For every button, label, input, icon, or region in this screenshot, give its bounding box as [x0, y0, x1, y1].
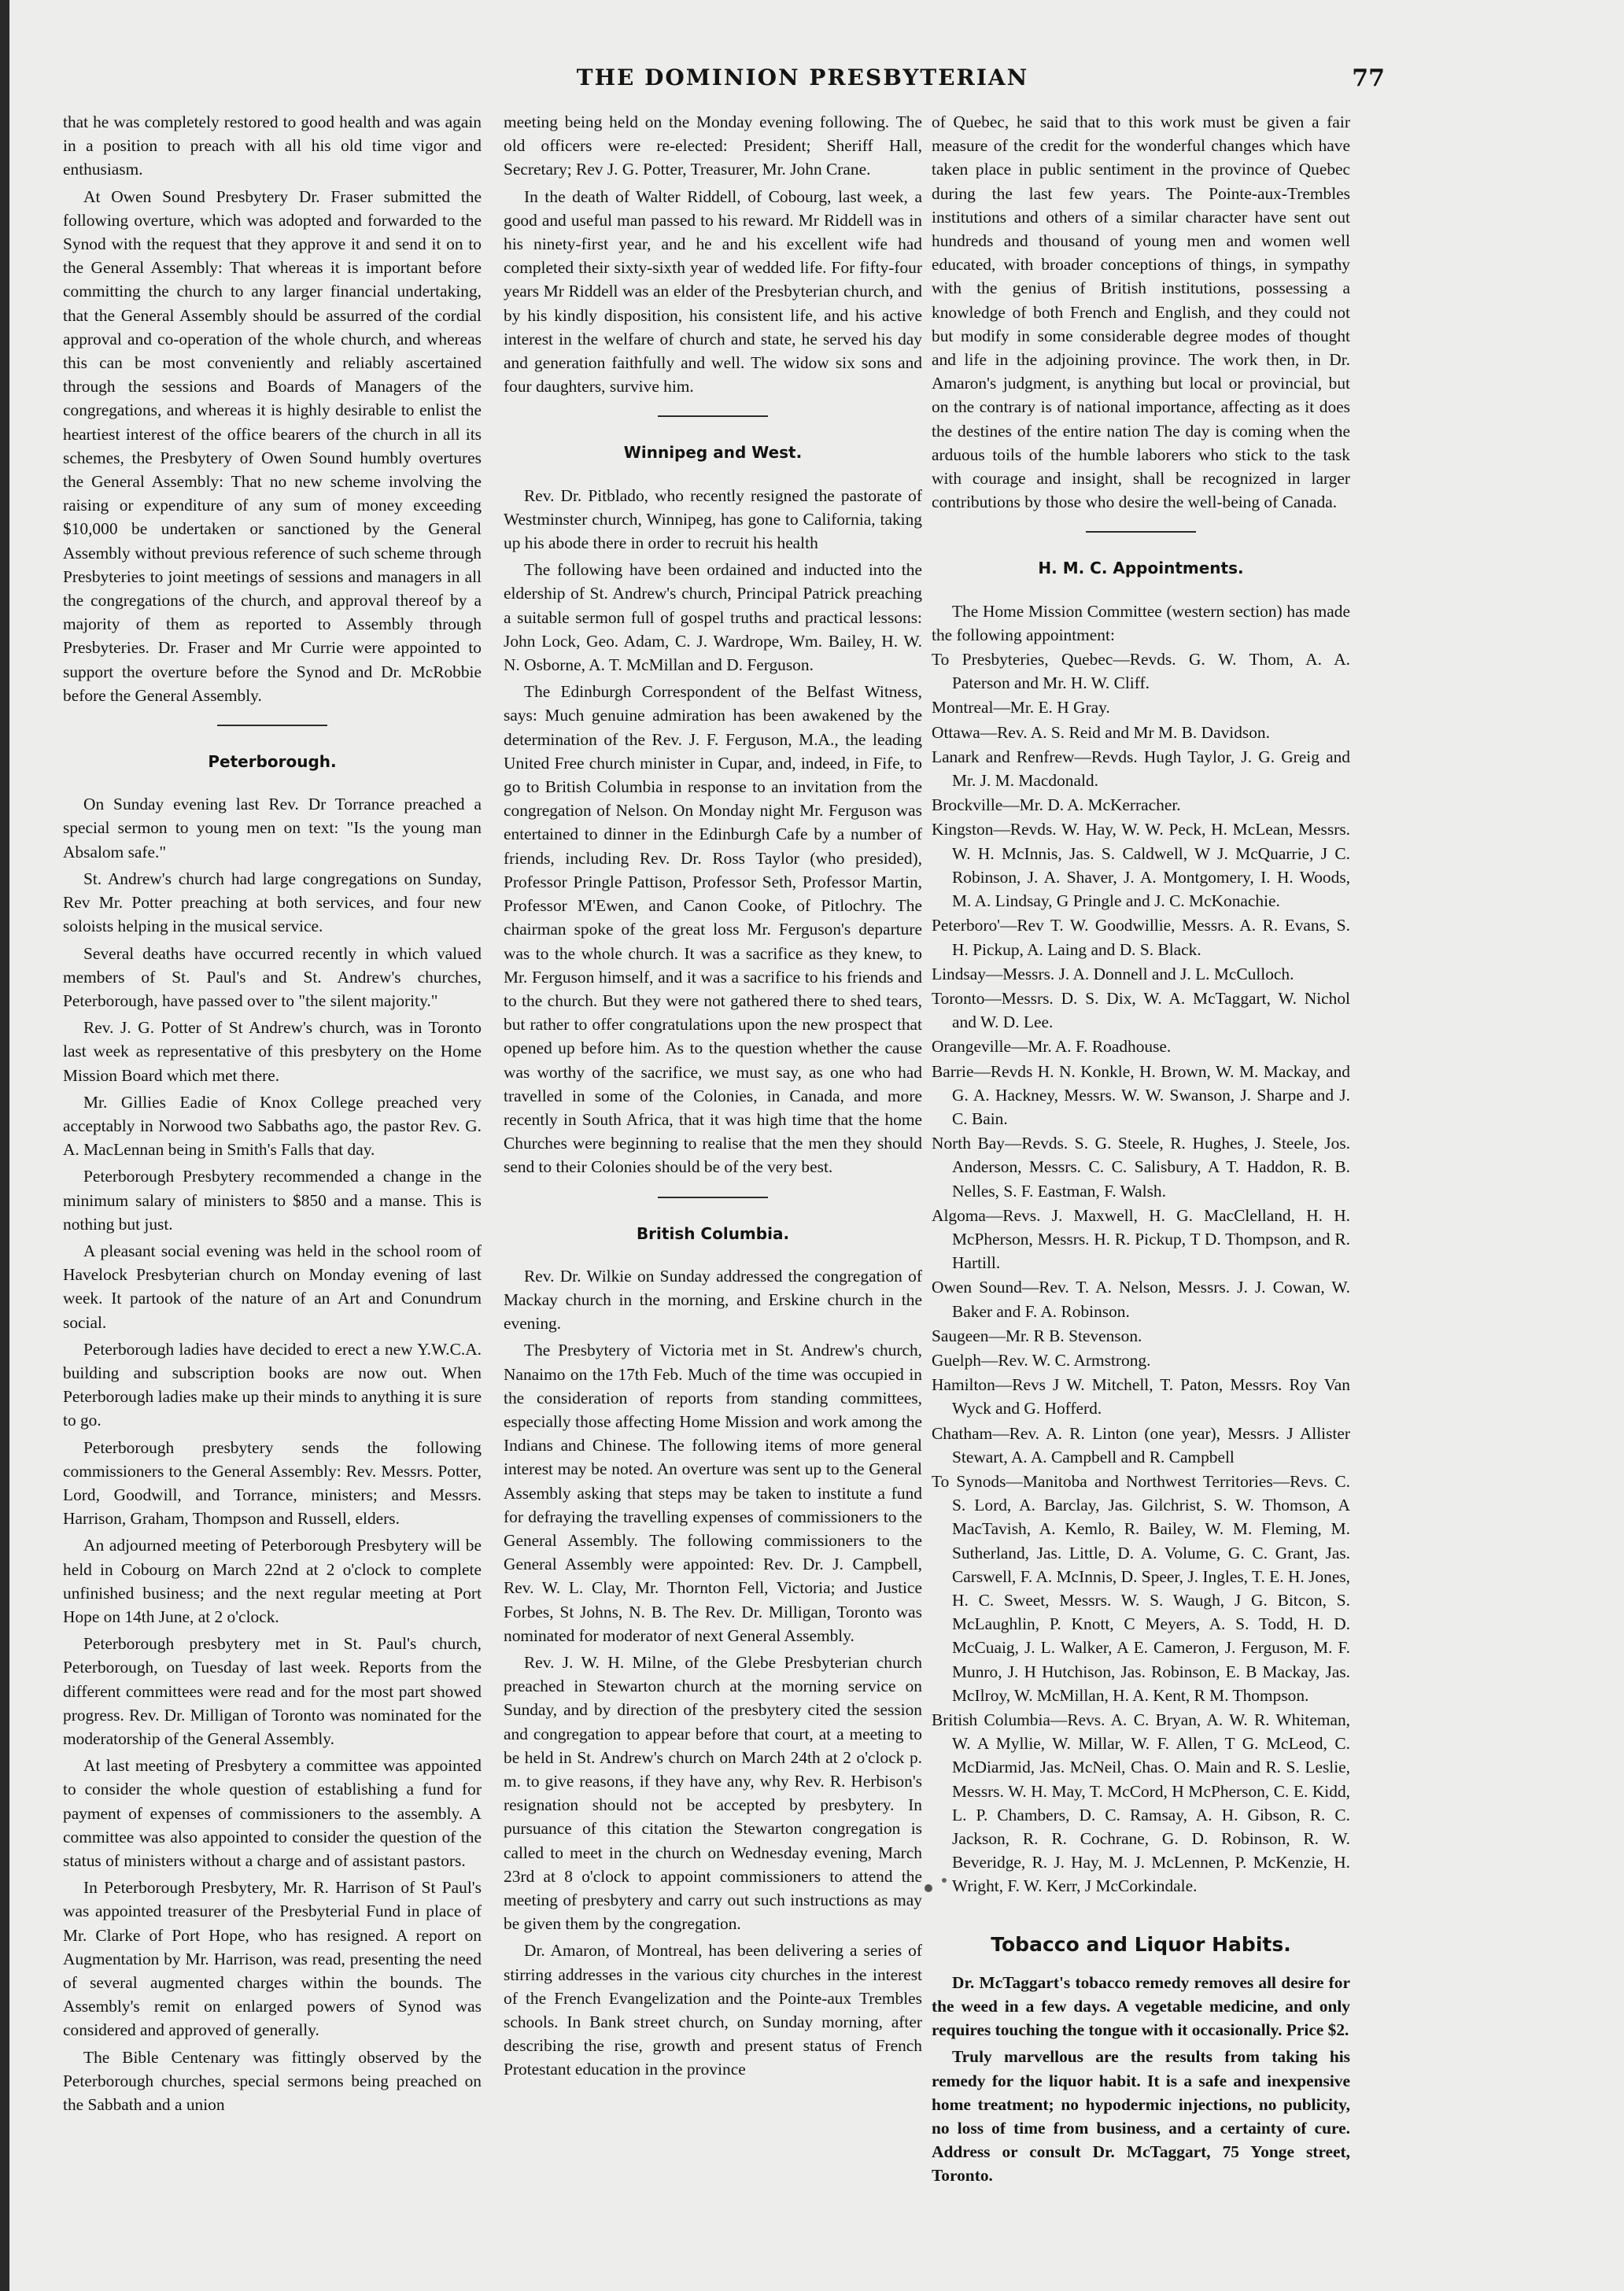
section-heading-tobacco-liquor: Tobacco and Liquor Habits.	[991, 1932, 1291, 1956]
column-1	[63, 110, 482, 2119]
article-paragraph: The Edinburgh Correspondent of the Belfast Witness, says: Much genuine admiration has been awakened by the determination of the Rev. J. F. Ferguson, M.A., the leading United Free church minister in Cupar, and, indeed, in Fife, to go to British Columbia in response to an invitation from the congregation of Nelson. On Monday night Mr. Ferguson was entertained to dinner in the Edinburgh Cafe by a number of friends, including Rev. Dr. Ross Taylor (who presided), Professor Pringle Pattison, Professor Seth, Professor Martin, Professor M'Ewen, and Canon Cooke, of Pitlochry. The chairman spoke of the great loss Mr. Ferguson's departure was to the whole church. It was a sacrifice as they knew, to Mr. Ferguson himself, and it was a sacrifice to his friends and to the church. But they were not gathered there to shed tears, but rather to offer congratulations upon the new prospect that opened up before him. As to the question whether the cause was worthy of the sacrifice, we must say, as one who had travelled in some of the Colonies, in Canada, and more recently in South Africa, that it was high time that the home Churches were beginning to realise that the men they should send to their Colonies should be of the very best.	[504, 682, 922, 1177]
appointment-item: Saugeen—Mr. R B. Stevenson.	[932, 1326, 1142, 1345]
appointment-item: Brockville—Mr. D. A. McKerracher.	[932, 795, 1181, 815]
article-paragraph: At Owen Sound Presbytery Dr. Fraser submitted the following overture, which was adopted and forwarded to the Synod with the request that they approve it and send it on to the General Assembly: That whereas it is important before committing the church to any larger financial undertaking, that the General Assembly should be assurred of the cordial approval and co-operation of the whole church, and whereas this can be most conveniently and reliably ascertained through the sessions and Boards of Managers of the congregations, and whereas it is highly desirable to enlist the heartiest interest of the office bearers of the church in all its schemes, the Presbytery of Owen Sound humbly overtures the General Assembly: That no new scheme involving the raising or expenditure of any sum of money exceeding $10,000 be undertaken or sanctioned by the General Assembly without previous reference of such scheme through Presbyteries to joint meetings of sessions and managers in all the congregations of the church, and approval thereof by a majority of them as reported to Assembly through Presbyteries. Dr. Fraser and Mr Currie were appointed to support the overture before the Synod and Dr. McRobbie before the General Assembly.	[63, 186, 482, 705]
appointment-item: Kingston—Revds. W. Hay, W. W. Peck, H. McLean, Messrs. W. H. McInnis, Jas. S. Caldwell, W J. McQuarrie, J C. Robinson, J. A. Shaver, J. A. Montgomery, I. H. Woods, M. A. Lindsay, G Pringle and J. C. McKonachie.	[932, 820, 1350, 911]
article-paragraph: Rev. Dr. Wilkie on Sunday addressed the congregation of Mackay church in the morning, and Erskine church in the evening.	[504, 1266, 922, 1334]
article-paragraph: An adjourned meeting of Peterborough Presbytery will be held in Cobourg on March 22nd at 2 o'clock to complete unfinished business; and the next regular meeting at Port Hope on 14th June, at 2 o'clock.	[63, 1536, 482, 1626]
article-paragraph: Rev. Dr. Pitblado, who recently resigned the pastorate of Westminster church, Winnipeg, has gone to California, taking up his abode there in order to recruit his health	[504, 485, 922, 553]
section-heading-hmc-appointments: H. M. C. Appointments.	[1038, 559, 1244, 578]
article-paragraph: Several deaths have occurred recently in which valued members of St. Paul's and St. Andrew's churches, Peterborough, have passed over to "the silent majority."	[63, 943, 482, 1010]
article-paragraph: St. Andrew's church had large congregations on Sunday, Rev Mr. Potter preaching at both services, and four new soloists helping in the musical service.	[63, 869, 482, 936]
column-2	[504, 110, 922, 2085]
appointment-item: Peterboro'—Rev T. W. Goodwillie, Messrs. A. R. Evans, S. H. Pickup, A. Laing and D. S. Black.	[932, 916, 1350, 959]
article-paragraph: meeting being held on the Monday evening following. The old officers were re-elected: President; Sheriff Hall, Secretary; Rev J. G. Potter, Treasurer, Mr. John Crane.	[504, 113, 922, 179]
article-paragraph: In Peterborough Presbytery, Mr. R. Harrison of St Paul's was appointed treasurer of the Presbyterial Fund in place of Mr. Clarke of Port Hope, who has resigned. A report on Augmentation by Mr. Harrison, was read, presenting the need of several augmented charges within the bounds. The Assembly's remit on enlarged powers of Synod was considered and approved of generally.	[63, 1878, 482, 2040]
page-header	[47, 65, 1558, 104]
page-number: 77	[1352, 65, 1385, 92]
section-divider	[217, 725, 327, 726]
article-paragraph: Peterborough presbytery met in St. Paul's church, Peterborough, on Tuesday of last week. Reports from the different committees were read and for the most part showed progress. Rev. Dr. Milligan of Toronto was nominated for the moderatorship of the General Assembly.	[63, 1634, 482, 1748]
article-paragraph: Peterborough presbytery sends the following commissioners to the General Assembly: Rev. Messrs. Potter, Lord, Goodwill, and Torrance, ministers; and Messrs. Harrison, Graham, Thompson and Russell, elders.	[63, 1437, 482, 1529]
article-paragraph: Peterborough Presbytery recommended a change in the minimum salary of ministers to $850 and a manse. This is nothing but just.	[63, 1167, 482, 1234]
article-paragraph: On Sunday evening last Rev. Dr Torrance preached a special sermon to young men on text: "Is the young man Absalom safe."	[63, 795, 482, 861]
article-paragraph: A pleasant social evening was held in the school room of Havelock Presbyterian church on Monday evening of last week. It partook of the nature of an Art and Conundrum social.	[63, 1241, 482, 1332]
section-heading-british-columbia: British Columbia.	[636, 1223, 790, 1243]
article-paragraph: The Presbytery of Victoria met in St. Andrew's church, Nanaimo on the 17th Feb. Much of the time was occupied in the consideration of reports from standing committees, especially those affecting Home Mission and work among the Indians and Chinese. The following items of more general interest may be noted. An overture was sent up to the General Assembly asking that steps may be taken to institute a fund for defraying the travelling expenses of commissioners to the General Assembly. The following commissioners to the General Assembly were appointed: Rev. Dr. J. Campbell, Rev. W. L. Clay, Mr. Thornton Fell, Victoria; and Justice Forbes, St Johns, N. B. The Rev. Dr. Milligan, Toronto was nominated for moderator of next General Assembly.	[504, 1341, 922, 1645]
appointment-item: Lindsay—Messrs. J. A. Donnell and J. L. McCulloch.	[932, 964, 1294, 983]
appointment-item: Toronto—Messrs. D. S. Dix, W. A. McTaggart, W. Nichol and W. D. Lee.	[932, 988, 1350, 1032]
advert-paragraph: Truly marvellous are the results from taking his remedy for the liquor habit. It is a safe and inexpensive home treatment; no hypodermic injections, no publicity, no loss of time from business, and a certainty of cure. Address or consult Dr. McTaggart, 75 Yonge street, Toronto.	[932, 2047, 1350, 2186]
section-heading-peterborough: Peterborough.	[208, 752, 337, 772]
article-paragraph: Rev. J. W. H. Milne, of the Glebe Presbyterian church preached in Stewarton church at the morning service on Sunday, and by direction of the presbytery cited the session and congregation to appear before that court, at a meeting to be held in St. Andrew's church on March 24th at 2 o'clock p. m. to give reasons, if they have any, why Rev. R. Herbison's resignation should not be accepted by presbytery. In pursuance of this citation the Stewarton congregation is called to meet in the church on Wednesday evening, March 23rd at 8 o'clock to appoint commissioners to attend the meeting of presbytery and carry out such instructions as may be given them by the congregation.	[504, 1652, 922, 1934]
article-paragraph: In the death of Walter Riddell, of Cobourg, last week, a good and useful man passed to his reward. Mr Riddell was in his ninety-first year, and he and his excellent wife had completed their sixty-sixth year of wedded life. For fifty-four years Mr Riddell was an elder of the Presbyterian church, and by his kindly disposition, his consistent life, and his active interest in the welfare of church and state, he served his day and generation faithfully and well. The widow six sons and four daughters, survive him.	[504, 186, 922, 397]
article-paragraph: Dr. Amaron, of Montreal, has been delivering a series of stirring addresses in the various city churches in the interest of the French Evangelization and the Pointe-aux Trembles schools. In Bank street church, on Sunday morning, after describing the rise, growth and present status of French Protestant education in the province	[504, 1941, 922, 2079]
section-divider	[1086, 531, 1196, 533]
appointment-item: Barrie—Revds H. N. Konkle, H. Brown, W. M. Mackay, and G. A. Hackney, Messrs. W. W. Swanson, J. Sharpe and J. C. Bain.	[932, 1061, 1350, 1128]
article-paragraph: Mr. Gillies Eadie of Knox College preached very acceptably in Norwood two Sabbaths ago, the pastor Rev. G. A. MacLennan being in Smith's Falls that day.	[63, 1092, 482, 1160]
appointment-item: Owen Sound—Rev. T. A. Nelson, Messrs. J. J. Cowan, W. Baker and F. A. Robinson.	[932, 1278, 1350, 1321]
article-paragraph: The Bible Centenary was fittingly observed by the Peterborough churches, special sermons being preached on the Sabbath and a union	[63, 2047, 482, 2115]
advert-paragraph: Dr. McTaggart's tobacco remedy removes all desire for the weed in a few days. A vegetable medicine, and only requires touching the tongue with it occasionally. Price $2.	[932, 1972, 1350, 2040]
advertisement	[932, 1971, 1350, 2188]
article-paragraph: Rev. J. G. Potter of St Andrew's church, was in Toronto last week as representative of this presbytery on the Home Mission Board which met there.	[63, 1018, 482, 1085]
appointment-item: To Presbyteries, Quebec—Revds. G. W. Thom, A. A. Paterson and Mr. H. W. Cliff.	[932, 650, 1350, 693]
appointment-item: North Bay—Revds. S. G. Steele, R. Hughes, J. Steele, Jos. Anderson, Messrs. C. C. Salisbury, A T. Haddon, R. B. Nelles, S. F. Eastman, F. Walsh.	[932, 1134, 1350, 1201]
ink-smudge	[897, 1865, 976, 1912]
appointment-item: Orangeville—Mr. A. F. Roadhouse.	[932, 1037, 1172, 1057]
appointment-item: Hamilton—Revs J W. Mitchell, T. Paton, Messrs. Roy Van Wyck and G. Hofferd.	[932, 1375, 1350, 1419]
appointment-item: To Synods—Manitoba and Northwest Territories—Revs. C. S. Lord, A. Barclay, Jas. Gilchrist, S. W. Thomson, A MacTavish, A. Kemlo, R. Bailey, W. M. Fleming, M. Sutherland, Jas. Little, D. A. Volume, G. C. Grant, Jas. Carswell, F. A. McInnis, D. Speer, J. Ingles, T. E. H. Jones, H. C. Sweet, Messrs. W. S. Waugh, J G. Bitcon, S. McLaughlin, P. Knott, C Meyers, A. S. Todd, H. D. McCuaig, J. L. Walker, A E. Cameron, J. Ferguson, M. F. Munro, J. H Hutchison, Jas. Robinson, E. B Mackay, Jas. McIlroy, W. McMillan, H. A. Kent, R M. Thompson.	[932, 1471, 1350, 1705]
appointments-list	[932, 599, 1350, 1898]
section-divider	[658, 1197, 768, 1198]
article-paragraph: The following have been ordained and inducted into the eldership of St. Andrew's church, Principal Patrick preaching a suitable sermon full of gospel truths and practical lessons: John Lock, Geo. Adam, C. J. Wardrope, Wm. Bailey, H. W. N. Osborne, A. T. McMillan and D. Ferguson.	[504, 560, 922, 675]
appointment-item: Montreal—Mr. E. H Gray.	[932, 698, 1110, 718]
section-divider	[658, 415, 768, 417]
appointment-item: British Columbia—Revs. A. C. Bryan, A. W. R. Whiteman, W. A Myllie, W. Millar, W. F. Allen, T G. McLeod, C. McDiarmid, Jas. McNeil, Chas. O. Main and R. S. Leslie, Messrs. W. H. May, T. McCord, H McPherson, C. E. Kidd, L. P. Chambers, D. C. Ramsay, A. H. Gibson, R. C. Jackson, R. R. Cochrane, G. D. Robinson, R. W. Beveridge, R. J. Hay, M. J. McLennen, P. McKenzie, H. Wright, F. W. Kerr, J McCorkindale.	[932, 1710, 1350, 1896]
column-3	[932, 110, 1350, 2191]
appointment-item: Chatham—Rev. A. R. Linton (one year), Messrs. J Allister Stewart, A. A. Campbell and R. Campbell	[932, 1423, 1350, 1466]
appointment-item: Algoma—Revs. J. Maxwell, H. G. MacClelland, H. H. McPherson, Messrs. H. R. Pickup, T D. Thompson, and R. Hartill.	[932, 1205, 1350, 1273]
appointments-intro: The Home Mission Committee (western section) has made the following appointment:	[932, 601, 1350, 644]
appointment-item: Lanark and Renfrew—Revds. Hugh Taylor, J. G. Greig and Mr. J. M. Macdonald.	[932, 747, 1350, 791]
appointment-item: Ottawa—Rev. A. S. Reid and Mr M. B. Davidson.	[932, 722, 1270, 742]
article-paragraph: Peterborough ladies have decided to erect a new Y.W.C.A. building and subscription books are now out. When Peterborough ladies make up their minds to anything it is sure to go.	[63, 1339, 482, 1430]
article-paragraph: of Quebec, he said that to this work must be given a fair measure of the credit for the wonderful changes which have taken place in public sentiment in the province of Quebec during the last few years. The Pointe-aux-Trembles institutions and others of a similar character have sent out hundreds and thousand of young men and women well educated, with broader conceptions of things, in sympathy with the genius of British institutions, possessing a knowledge of both French and English, and they could not but modify in some considerable degree modes of thought and life in the adjoining province. The work then, in Dr. Amaron's judgment, is anything but local or provincial, but on the contrary is of national importance, affecting as it does the destines of the entire nation The day is coming when the arduous toils of the humble laborers who stick to the task with courage and insight, shall be recognized in larger contributions by those who desire the well-being of Canada.	[932, 113, 1350, 512]
article-paragraph: At last meeting of Presbytery a committee was appointed to consider the whole question of establishing a fund for payment of expenses of commissioners to the assembly. A committee was also appointed to consider the question of the status of ministers without a charge and of assistant pastors.	[63, 1756, 482, 1871]
section-heading-winnipeg: Winnipeg and West.	[623, 443, 803, 463]
scan-edge	[0, 0, 9, 2291]
article-paragraph: that he was completely restored to good health and was again in a position to preach with all his old time vigor and enthusiasm.	[63, 113, 482, 179]
appointment-item: Guelph—Rev. W. C. Armstrong.	[932, 1350, 1151, 1370]
publication-title: THE DOMINION PRESBYTERIAN	[576, 65, 1029, 90]
